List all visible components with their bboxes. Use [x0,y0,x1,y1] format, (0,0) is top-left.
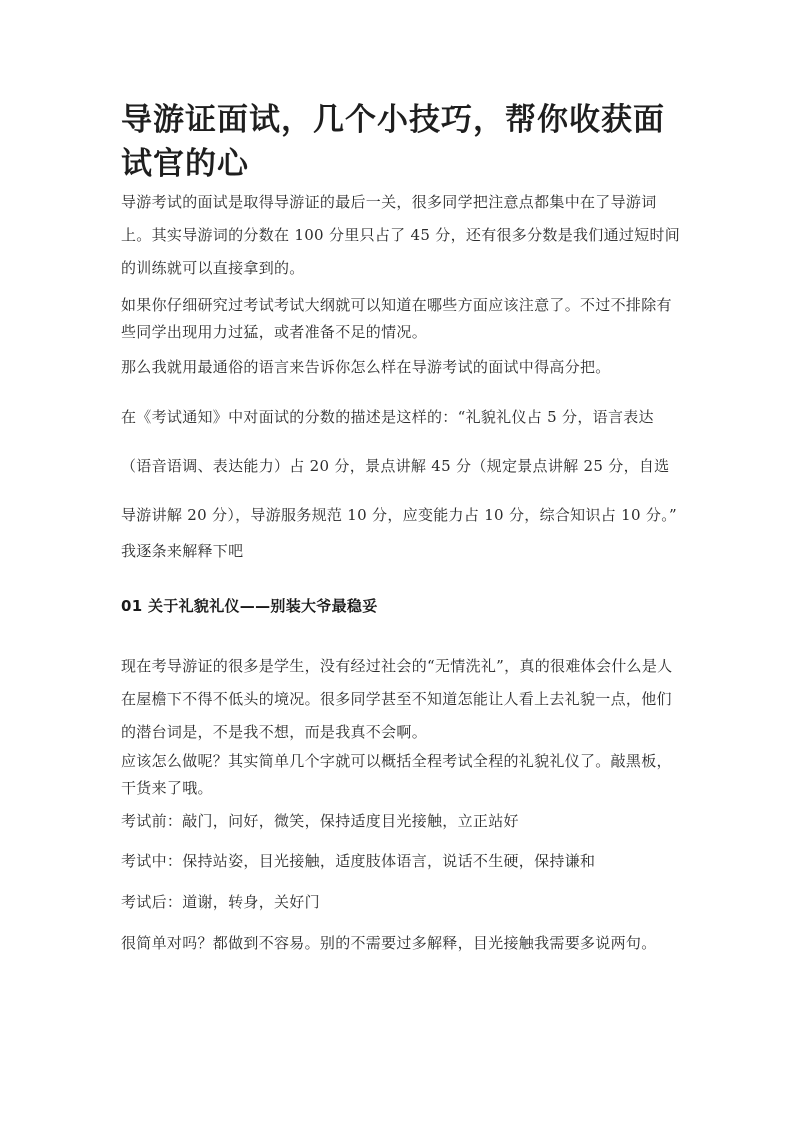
paragraph-how: 应该怎么做呢？其实简单几个字就可以概括全程考试全程的礼貌礼仪了。敲黑板，干货来了哦。 [121,752,672,797]
paragraph-explain: 我逐条来解释下吧 [121,542,244,560]
paragraph-intro: 导游考试的面试是取得导游证的最后一关，很多同学把注意点都集中在了导游词上。其实导游词的分数在 100 分里只占了 45 分，还有很多分数是我们通过短时间的训练就可以直接拿到的。 [121,193,681,277]
paragraph-plan: 那么我就用最通俗的语言来告诉你怎么样在导游考试的面试中得高分把。 [121,358,611,376]
paragraph-syllabus: 如果你仔细研究过考试考试大纲就可以知道在哪些方面应该注意了。不过不排除有些同学出现用力过猛，或者准备不足的情况。 [121,296,672,341]
article-title: 导游证面试，几个小技巧，帮你收获面试官的心 [121,102,665,182]
paragraph-students: 现在考导游证的很多是学生，没有经过社会的“无情洗礼”，真的很难体会什么是人在屋檐下不得不低头的境况。很多同学甚至不知道怎能让人看上去礼貌一点，他们的潜台词是，不是我不想，而是我真不会啊。 [121,657,673,741]
paragraph-scoring: 在《考试通知》中对面试的分数的描述是这样的：“礼貌礼仪占 5 分，语言表达（语音语调、表达能力）占 20 分，景点讲解 45 分（规定景点讲解 25 分，自选导游讲解 20 分），导游服务规范 10 分，应变能力占 10 分，综合知识占 10 分。” [121,408,677,524]
paragraph-after-exam: 考试后：道谢，转身，关好门 [121,893,320,911]
paragraph-summary: 很简单对吗？都做到不容易。别的不需要过多解释，目光接触我需要多说两句。 [121,934,657,952]
paragraph-during-exam: 考试中：保持站姿，目光接触，适度肢体语言，说话不生硬，保持谦和 [121,852,596,870]
paragraph-before-exam: 考试前：敲门，问好，微笑，保持适度目光接触，立正站好 [121,812,519,830]
section-heading: 01 关于礼貌礼仪——别装大爷最稳妥 [121,597,378,615]
